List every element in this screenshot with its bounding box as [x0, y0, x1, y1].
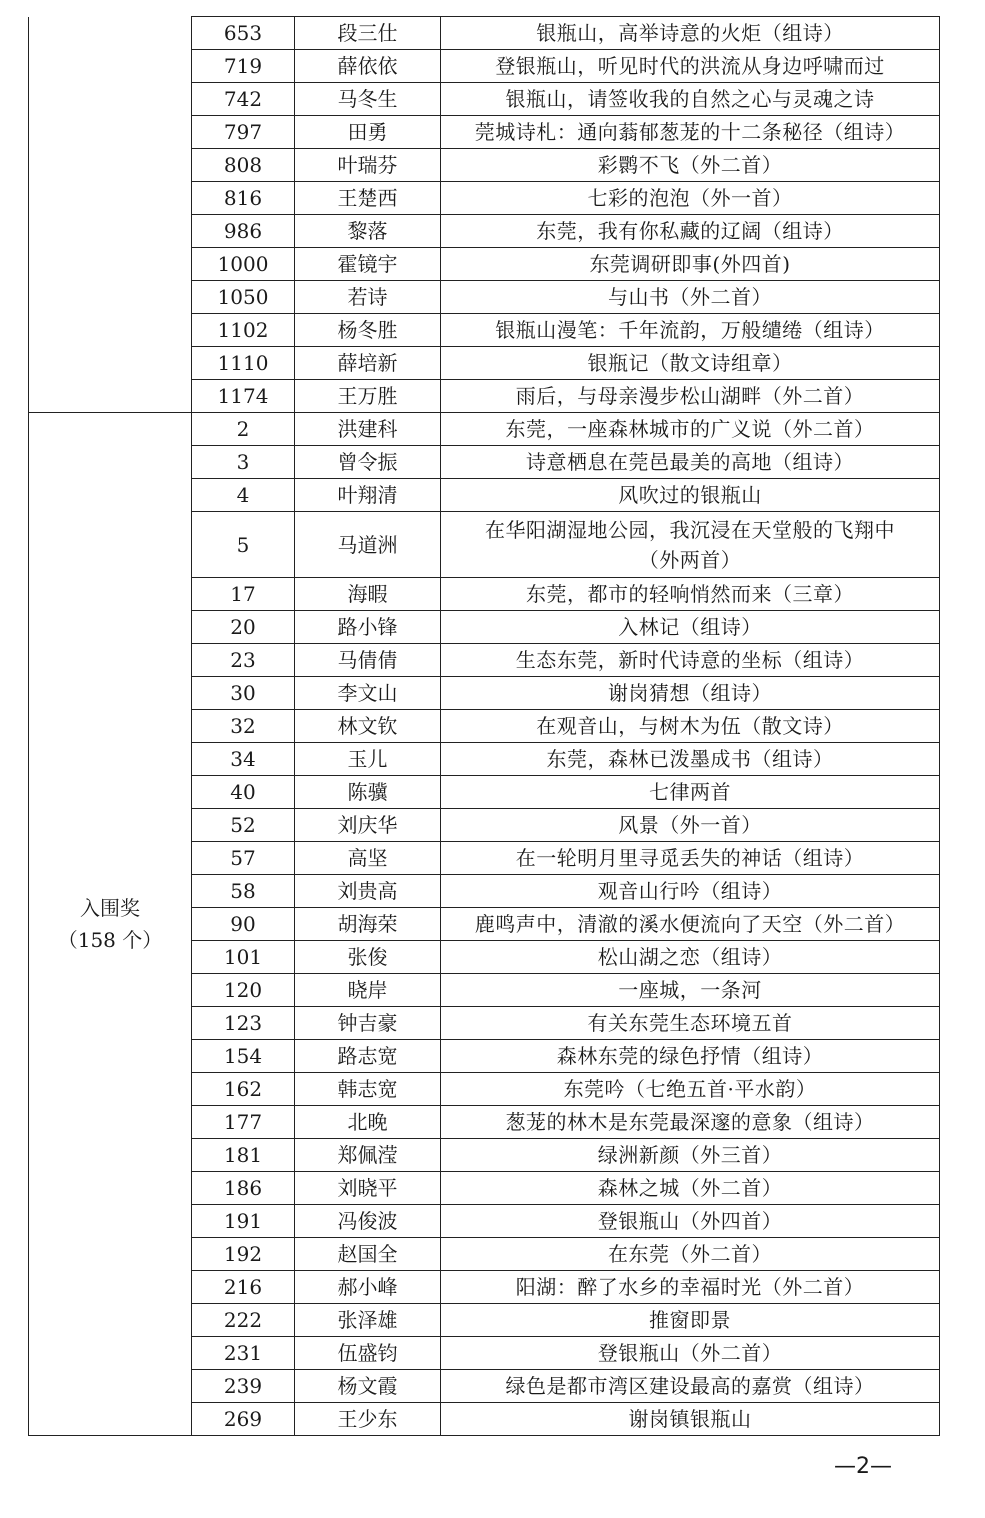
awards-table [28, 16, 940, 1436]
author-name: 薛依依 [295, 50, 441, 83]
author-name: 郑佩滢 [295, 1139, 441, 1172]
author-name: 马冬生 [295, 83, 441, 116]
entry-number: 162 [192, 1073, 295, 1106]
entry-number: 1110 [192, 347, 295, 380]
entry-number: 239 [192, 1370, 295, 1403]
page-number: —2— [834, 1454, 892, 1479]
author-name: 叶翔清 [295, 479, 441, 512]
entry-number: 231 [192, 1337, 295, 1370]
author-name: 王少东 [295, 1403, 441, 1436]
work-title: 银瓶记（散文诗组章） [441, 347, 940, 380]
work-title: 森林之城（外二首） [441, 1172, 940, 1205]
work-title: 雨后，与母亲漫步松山湖畔（外二首） [441, 380, 940, 413]
work-title-line-1: 在华阳湖湿地公园，我沉浸在天堂般的飞翔中 [485, 517, 895, 542]
author-name: 晓岸 [295, 974, 441, 1007]
author-name: 李文山 [295, 677, 441, 710]
entry-number: 742 [192, 83, 295, 116]
entry-number: 4 [192, 479, 295, 512]
author-name: 杨冬胜 [295, 314, 441, 347]
work-title: 观音山行吟（组诗） [441, 875, 940, 908]
author-name: 霍镜宇 [295, 248, 441, 281]
work-title: 东莞，都市的轻响悄然而来（三章） [441, 578, 940, 611]
entry-number: 192 [192, 1238, 295, 1271]
entry-number: 154 [192, 1040, 295, 1073]
work-title: 森林东莞的绿色抒情（组诗） [441, 1040, 940, 1073]
awards-table-body [29, 17, 940, 1436]
author-name: 杨文霞 [295, 1370, 441, 1403]
entry-number: 17 [192, 578, 295, 611]
work-title: 诗意栖息在莞邑最美的高地（组诗） [441, 446, 940, 479]
work-title: 登银瓶山（外四首） [441, 1205, 940, 1238]
author-name: 北晚 [295, 1106, 441, 1139]
entry-number: 1050 [192, 281, 295, 314]
entry-number: 1174 [192, 380, 295, 413]
table-row [29, 413, 940, 446]
author-name: 胡海荣 [295, 908, 441, 941]
author-name: 玉儿 [295, 743, 441, 776]
table-row [29, 17, 940, 50]
work-title: 在观音山，与树木为伍（散文诗） [441, 710, 940, 743]
entry-number: 181 [192, 1139, 295, 1172]
entry-number: 3 [192, 446, 295, 479]
author-name: 刘晓平 [295, 1172, 441, 1205]
entry-number: 57 [192, 842, 295, 875]
work-title: 银瓶山，高举诗意的火炬（组诗） [441, 17, 940, 50]
work-title: 与山书（外二首） [441, 281, 940, 314]
award-category-cell [29, 17, 192, 413]
entry-number: 23 [192, 644, 295, 677]
author-name: 陈骥 [295, 776, 441, 809]
work-title: 鹿鸣声中，清澈的溪水便流向了天空（外二首） [441, 908, 940, 941]
work-title: 登银瓶山（外二首） [441, 1337, 940, 1370]
author-name: 冯俊波 [295, 1205, 441, 1238]
author-name: 郝小峰 [295, 1271, 441, 1304]
award-category-label: 入围奖 [80, 896, 140, 920]
work-title [441, 512, 940, 578]
work-title: 风吹过的银瓶山 [441, 479, 940, 512]
author-name: 洪建科 [295, 413, 441, 446]
work-title: 谢岗猜想（组诗） [441, 677, 940, 710]
entry-number: 216 [192, 1271, 295, 1304]
author-name: 张俊 [295, 941, 441, 974]
work-title: 风景（外一首） [441, 809, 940, 842]
work-title: 谢岗镇银瓶山 [441, 1403, 940, 1436]
work-title: 七律两首 [441, 776, 940, 809]
author-name: 王万胜 [295, 380, 441, 413]
entry-number: 653 [192, 17, 295, 50]
work-title: 七彩的泡泡（外一首） [441, 182, 940, 215]
work-title: 一座城，一条河 [441, 974, 940, 1007]
work-title: 阳湖：醉了水乡的幸福时光（外二首） [441, 1271, 940, 1304]
author-name: 林文钦 [295, 710, 441, 743]
entry-number: 2 [192, 413, 295, 446]
work-title: 推窗即景 [441, 1304, 940, 1337]
author-name: 若诗 [295, 281, 441, 314]
author-name: 马道洲 [295, 512, 441, 578]
entry-number: 40 [192, 776, 295, 809]
author-name: 伍盛钧 [295, 1337, 441, 1370]
entry-number: 20 [192, 611, 295, 644]
entry-number: 222 [192, 1304, 295, 1337]
work-title-line-2: （外两首） [638, 547, 742, 572]
work-title: 葱茏的林木是东莞最深邃的意象（组诗） [441, 1106, 940, 1139]
entry-number: 1000 [192, 248, 295, 281]
author-name: 张泽雄 [295, 1304, 441, 1337]
entry-number: 101 [192, 941, 295, 974]
work-title: 入林记（组诗） [441, 611, 940, 644]
work-title: 彩鹮不飞（外二首） [441, 149, 940, 182]
entry-number: 34 [192, 743, 295, 776]
entry-number: 808 [192, 149, 295, 182]
work-title: 银瓶山，请签收我的自然之心与灵魂之诗 [441, 83, 940, 116]
author-name: 段三仕 [295, 17, 441, 50]
entry-number: 30 [192, 677, 295, 710]
author-name: 钟吉豪 [295, 1007, 441, 1040]
author-name: 曾令振 [295, 446, 441, 479]
entry-number: 52 [192, 809, 295, 842]
work-title: 生态东莞，新时代诗意的坐标（组诗） [441, 644, 940, 677]
author-name: 路志宽 [295, 1040, 441, 1073]
entry-number: 5 [192, 512, 295, 578]
work-title: 东莞，一座森林城市的广义说（外二首） [441, 413, 940, 446]
work-title: 东莞吟（七绝五首·平水韵） [441, 1073, 940, 1106]
work-title: 在东莞（外二首） [441, 1238, 940, 1271]
author-name: 王楚西 [295, 182, 441, 215]
author-name: 赵国全 [295, 1238, 441, 1271]
work-title: 东莞调研即事(外四首) [441, 248, 940, 281]
entry-number: 123 [192, 1007, 295, 1040]
entry-number: 120 [192, 974, 295, 1007]
entry-number: 58 [192, 875, 295, 908]
author-name: 马倩倩 [295, 644, 441, 677]
entry-number: 269 [192, 1403, 295, 1436]
work-title: 莞城诗札：通向蓊郁葱茏的十二条秘径（组诗） [441, 116, 940, 149]
author-name: 韩志宽 [295, 1073, 441, 1106]
entry-number: 177 [192, 1106, 295, 1139]
entry-number: 797 [192, 116, 295, 149]
author-name: 海暇 [295, 578, 441, 611]
entry-number: 719 [192, 50, 295, 83]
entry-number: 32 [192, 710, 295, 743]
entry-number: 186 [192, 1172, 295, 1205]
entry-number: 90 [192, 908, 295, 941]
author-name: 刘庆华 [295, 809, 441, 842]
work-title: 有关东莞生态环境五首 [441, 1007, 940, 1040]
work-title: 在一轮明月里寻觅丢失的神话（组诗） [441, 842, 940, 875]
author-name: 田勇 [295, 116, 441, 149]
entry-number: 816 [192, 182, 295, 215]
author-name: 黎落 [295, 215, 441, 248]
work-title: 东莞，我有你私藏的辽阔（组诗） [441, 215, 940, 248]
work-title: 登银瓶山，听见时代的洪流从身边呼啸而过 [441, 50, 940, 83]
entry-number: 191 [192, 1205, 295, 1238]
work-title: 绿色是都市湾区建设最高的嘉赏（组诗） [441, 1370, 940, 1403]
work-title: 松山湖之恋（组诗） [441, 941, 940, 974]
work-title: 银瓶山漫笔：千年流韵，万般缱绻（组诗） [441, 314, 940, 347]
entry-number: 1102 [192, 314, 295, 347]
work-title: 东莞，森林已泼墨成书（组诗） [441, 743, 940, 776]
author-name: 叶瑞芬 [295, 149, 441, 182]
author-name: 高坚 [295, 842, 441, 875]
award-category-count: （158 个） [57, 928, 163, 952]
author-name: 路小锋 [295, 611, 441, 644]
award-category-cell [29, 413, 192, 1436]
author-name: 薛培新 [295, 347, 441, 380]
work-title: 绿洲新颜（外三首） [441, 1139, 940, 1172]
entry-number: 986 [192, 215, 295, 248]
author-name: 刘贵高 [295, 875, 441, 908]
